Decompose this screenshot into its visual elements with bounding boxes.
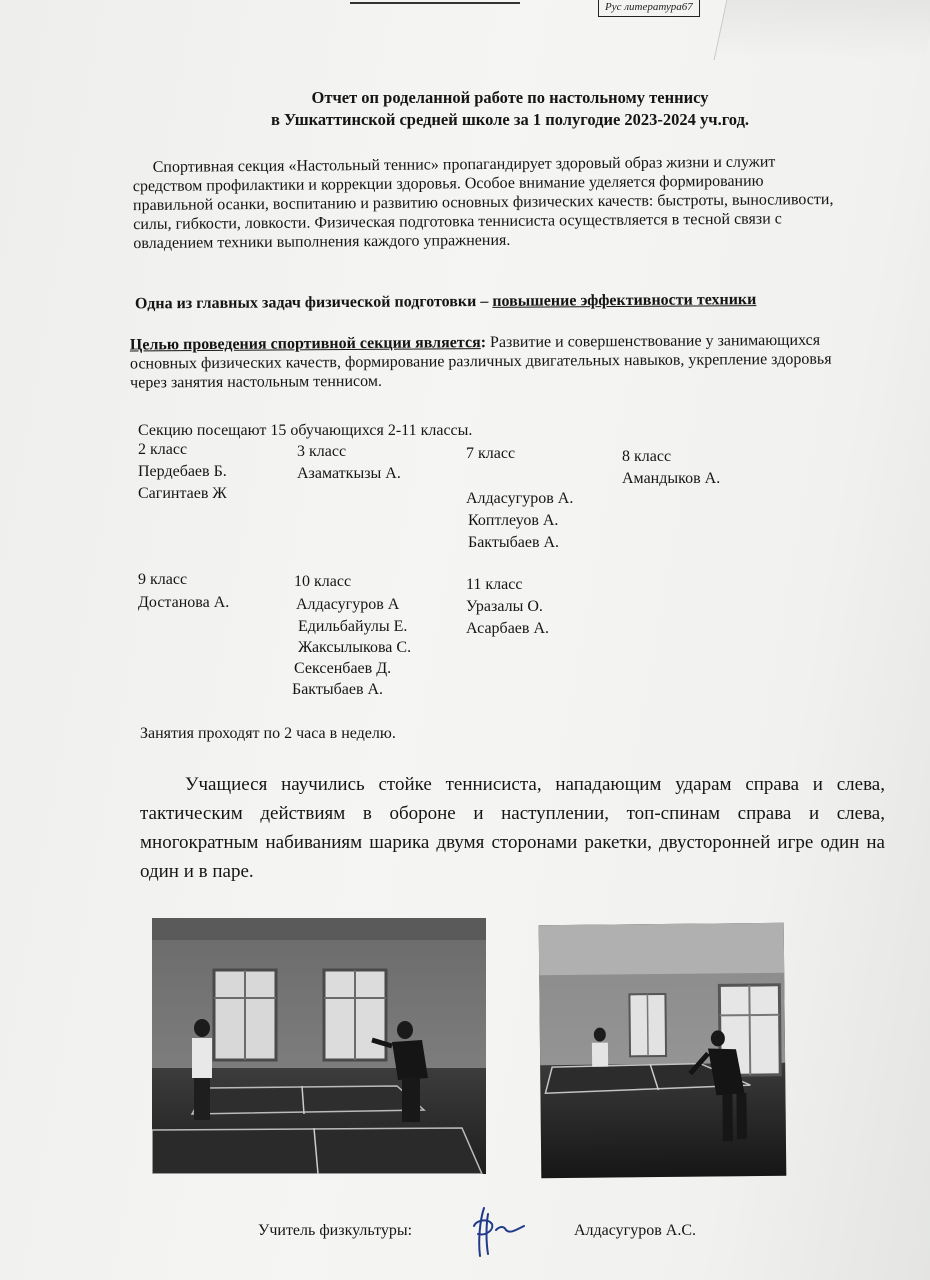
header-stamp: Рус литература67 [598, 0, 700, 17]
goal-text: Развитие и совершенствование у занимающихся основных физических качеств, формирование различных двигательных навыков, укрепление здоровья через занятия настольным теннисом. [129, 331, 832, 392]
student-name: Амандыков А. [622, 470, 721, 487]
student-name: Едильбайулы Е. [298, 618, 408, 635]
report-title-line-1: Отчет оп роделанной работе по настольному теннису [311, 88, 709, 107]
goal-paragraph [130, 330, 860, 392]
main-task-lead: Одна из главных задач физической подготовки – [134, 292, 493, 313]
gym-photo-1 [152, 918, 486, 1174]
student-name: Бактыбаев А. [292, 681, 384, 698]
student-name: Пердебаев Б. [138, 463, 227, 480]
class-heading: 8 класс [622, 448, 672, 465]
main-task-statement [135, 290, 825, 314]
activities-paragraph: Учащиеся научились стойке теннисиста, нападающим ударам справа и слева, тактическим действиям в обороне и наступлении, топ-спинам справа и слева, многократным набиваниям шарика двумя сторонами ракетки, двусторонней игре один на один и в паре. [140, 774, 885, 882]
class-heading: 10 класс [294, 573, 352, 590]
handwritten-signature [466, 1200, 536, 1260]
gym-photo-2 [539, 923, 787, 1179]
report-title-line-2: в Ушкаттинской средней школе за 1 полугодие 2023-2024 уч.год. [270, 110, 750, 129]
class-heading: 2 класс [138, 441, 188, 458]
main-task-emphasis: повышение эффективности техники [492, 291, 757, 310]
class-heading: 7 класс [466, 445, 516, 462]
intro-paragraph: Спортивная секция «Настольный теннис» пропагандирует здоровый образ жизни и служит средством профилактики и коррекции здоровья. Особое внимание уделяется формированию правильной осанки, воспитанию и развитию основных физических качеств: быстроты, выносливости, силы, гибкости, ловкости. Физическая подготовка теннисиста осуществляется в тесной связи с овладением техники выполнения каждого упражнения. [132, 153, 834, 253]
student-name: Достанова А. [138, 594, 230, 611]
signature-label: Учитель физкультуры: [258, 1222, 413, 1239]
student-name: Алдасугуров А. [466, 490, 574, 507]
teacher-name: Алдасугуров А.С. [574, 1222, 697, 1239]
header-rule [350, 2, 520, 4]
student-name: Азаматкызы А. [297, 465, 401, 482]
schedule-line: Занятия проходят по 2 часа в неделю. [140, 725, 396, 742]
class-heading: 9 класс [138, 571, 188, 588]
student-name: Сексенбаев Д. [294, 660, 392, 677]
goal-colon: : [480, 334, 487, 352]
student-name: Жаксылыкова С. [298, 639, 412, 656]
student-name: Уразалы О. [466, 598, 543, 615]
student-name: Бактыбаев А. [468, 534, 560, 551]
student-name: Асарбаев А. [466, 620, 550, 637]
student-name: Коптлеуов А. [468, 512, 559, 529]
student-name: Сагинтаев Ж [138, 485, 227, 502]
class-heading: 11 класс [466, 576, 523, 593]
goal-label: Целью проведения спортивной секции является [129, 334, 481, 354]
page-fold [714, 0, 930, 60]
attendance-line: Секцию посещают 15 обучающихся 2-11 классы. [138, 422, 473, 439]
class-heading: 3 класс [297, 443, 347, 460]
student-name: Алдасугуров А [296, 596, 400, 613]
